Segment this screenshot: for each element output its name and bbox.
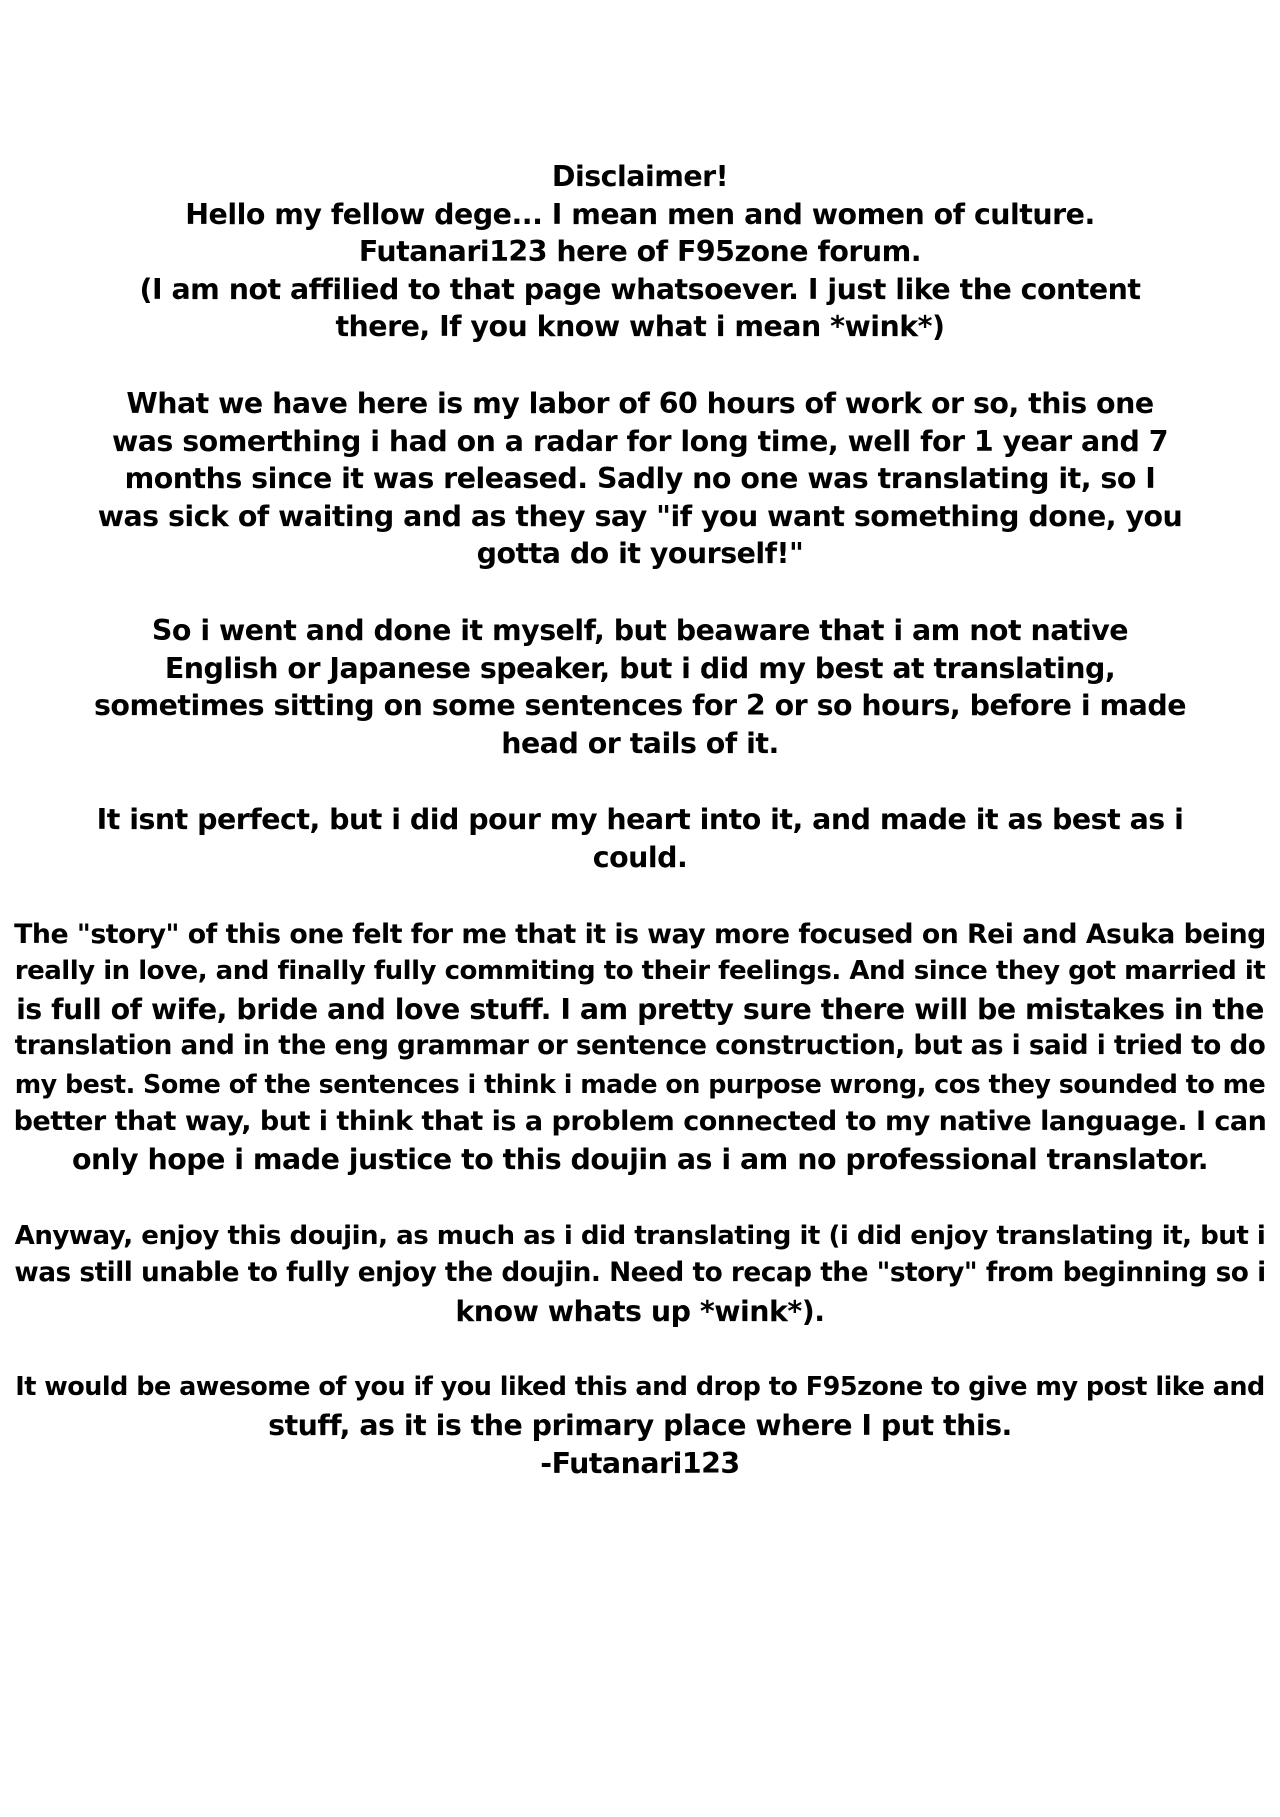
text-line: So i went and done it myself, but beaware that i am not native: [151, 613, 1129, 647]
text-line: The "story" of this one felt for me that it is way more focused on Rei and Asuka being: [14, 918, 1266, 950]
text-line: translation and in the eng grammar or sentence construction, but as i said i tried to do: [14, 1031, 1266, 1062]
text-line: could.: [592, 840, 688, 874]
text-line: only hope i made justice to this doujin as i am no professional translator.: [71, 1143, 1209, 1177]
signature: -Futanari123: [540, 1446, 740, 1480]
text-line: was somerthing i had on a radar for long time, well for 1 year and 7: [111, 424, 1169, 458]
text-line: It would be awesome of you if you liked this and drop to F95zone to give my post like and: [15, 1372, 1265, 1403]
text-line: It isnt perfect, but i did pour my heart into it, and made it as best as i: [96, 803, 1184, 837]
text-line: my best. Some of the sentences i think i made on purpose wrong, cos they sounded to me: [14, 1068, 1266, 1099]
text-line: is full of wife, bride and love stuff. I am pretty sure there will be mistakes in the: [16, 992, 1264, 1026]
text-line: know whats up *wink*).: [455, 1294, 825, 1328]
text-line: months since it was released. Sadly no one was translating it, so I: [124, 462, 1156, 496]
text-line: English or Japanese speaker, but i did my best at translating,: [164, 651, 1116, 685]
text-line: head or tails of it.: [501, 726, 779, 760]
text-line: stuff, as it is the primary place where I put this.: [268, 1409, 1012, 1443]
paragraph-story: [0, 916, 1280, 1179]
text-line: Anyway, enjoy this doujin, as much as i did translating it (i did enjoy translating it, but i: [14, 1220, 1266, 1251]
paragraph-intro: [0, 158, 1280, 346]
text-line: was still unable to fully enjoy the doujin. Need to recap the "story" from beginning so i: [14, 1258, 1266, 1289]
text-line: Futanari123 here of F95zone forum.: [358, 235, 922, 269]
text-line: really in love, and finally fully commiting to their feelings. And since they got married it: [14, 956, 1266, 987]
disclaimer-text: [0, 158, 1280, 1521]
text-line: better that way, but i think that is a problem connected to my native language. I can: [13, 1106, 1267, 1138]
paragraph-enjoy: [0, 1218, 1280, 1331]
text-line: was sick of waiting and as they say "if you want something done, you: [97, 499, 1183, 533]
paragraph-closing: [0, 1369, 1280, 1482]
text-line: gotta do it yourself!": [476, 537, 804, 571]
text-line: (I am not affilied to that page whatsoever. I just like the content: [139, 272, 1141, 306]
text-line: there, If you know what i mean *wink*): [335, 310, 945, 344]
text-line: Hello my fellow dege... I mean men and women of culture.: [185, 197, 1095, 231]
disclaimer-title: Disclaimer!: [551, 160, 729, 193]
paragraph-translation: [0, 612, 1280, 762]
text-line: What we have here is my labor of 60 hours of work or so, this one: [126, 386, 1154, 420]
text-line: sometimes sitting on some sentences for 2 or so hours, before i made: [93, 689, 1186, 723]
paragraph-imperfect: [0, 801, 1280, 876]
paragraph-labor: [0, 385, 1280, 573]
